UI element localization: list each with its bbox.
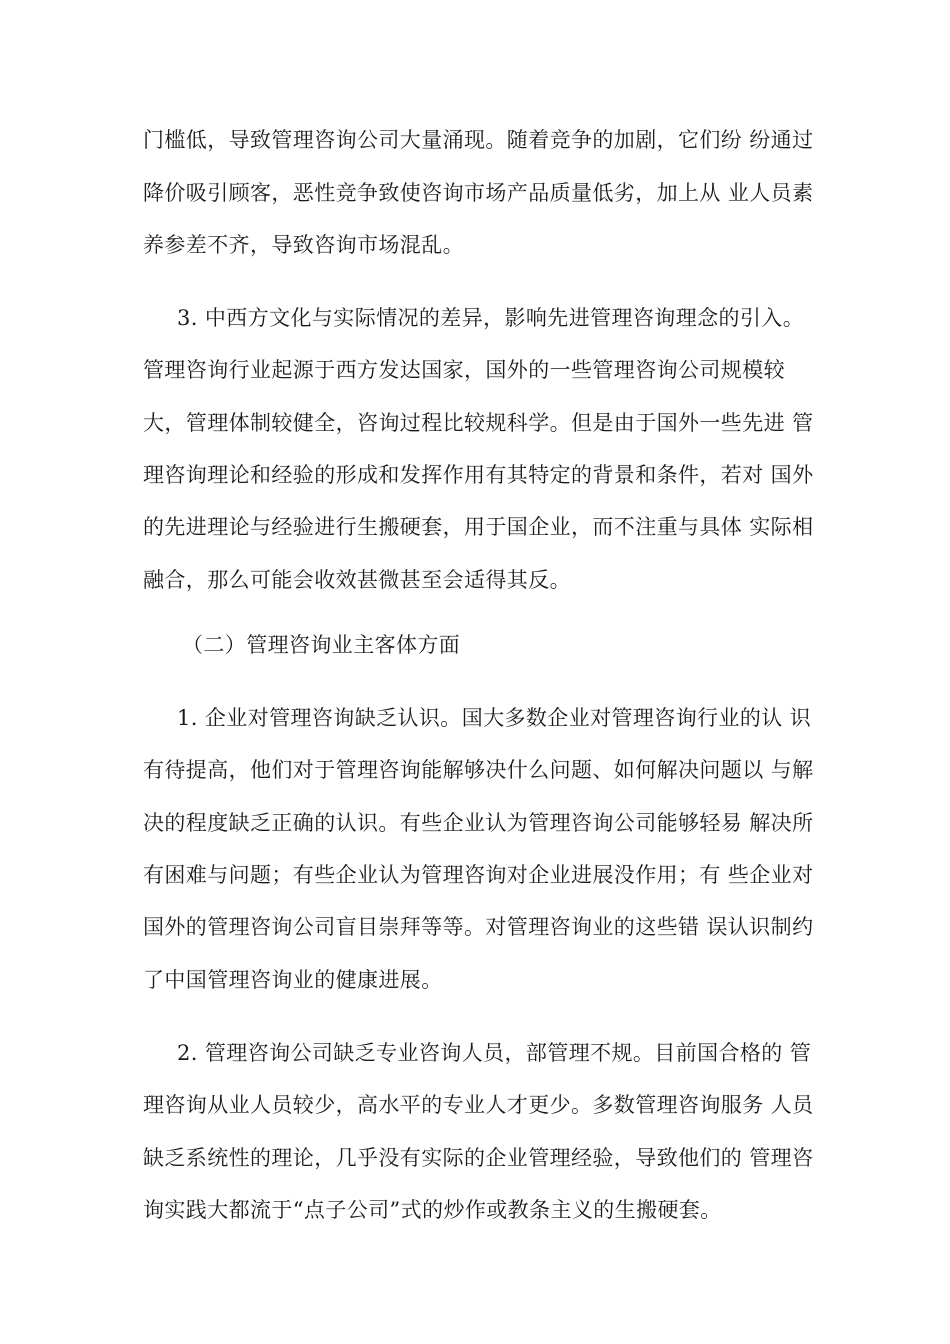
numbered-item-3: 3. 中西方文化与实际情况的差异，影响先进管理咨询理念的引入。	[177, 306, 805, 330]
text-line: 大，管理体制较健全，咨询过程比较规科学。但是由于国外一些先进 管	[143, 411, 814, 435]
text-line: 决的程度缺乏正确的认识。有些企业认为管理咨询公司能够轻易 解决所	[143, 811, 814, 835]
text-line: 国外的管理咨询公司盲目崇拜等等。对管理咨询业的这些错 误认识制约	[143, 915, 814, 939]
text-line: 有困难与问题；有些企业认为管理咨询对企业进展没作用；有 些企业对	[143, 863, 814, 887]
numbered-item-1: 1. 企业对管理咨询缺乏认识。国大多数企业对管理咨询行业的认 识	[177, 706, 812, 730]
text-line: 理咨询从业人员较少，高水平的专业人才更少。多数管理咨询服务 人员	[143, 1093, 814, 1117]
text-line: 询实践大都流于“点子公司”式的炒作或教条主义的生搬硬套。	[143, 1198, 722, 1222]
text-line: 降价吸引顾客，恶性竞争致使咨询市场产品质量低劣，加上从 业人员素	[143, 181, 814, 205]
text-line: 门槛低，导致管理咨询公司大量涌现。随着竞争的加剧，它们纷 纷通过	[143, 128, 814, 152]
section-heading: （二）管理咨询业主客体方面	[182, 633, 461, 657]
text-line: 融合，那么可能会收效甚微甚至会适得其反。	[143, 568, 571, 592]
text-line: 缺乏系统性的理论，几乎没有实际的企业管理经验，导致他们的 管理咨	[143, 1146, 814, 1170]
text-line: 的先进理论与经验进行生搬硬套，用于国企业，而不注重与具体 实际相	[143, 515, 814, 539]
text-line: 理咨询理论和经验的形成和发挥作用有其特定的背景和条件，若对 国外	[143, 463, 814, 487]
text-line: 管理咨询行业起源于西方发达国家，国外的一些管理咨询公司规模较	[143, 358, 785, 382]
text-line: 了中国管理咨询业的健康进展。	[143, 968, 443, 992]
numbered-item-2: 2. 管理咨询公司缺乏专业咨询人员，部管理不规。目前国合格的 管	[177, 1041, 812, 1065]
text-line: 养参差不齐，导致咨询市场混乱。	[143, 233, 464, 257]
text-line: 有待提高，他们对于管理咨询能解够决什么问题、如何解决问题以 与解	[143, 758, 814, 782]
